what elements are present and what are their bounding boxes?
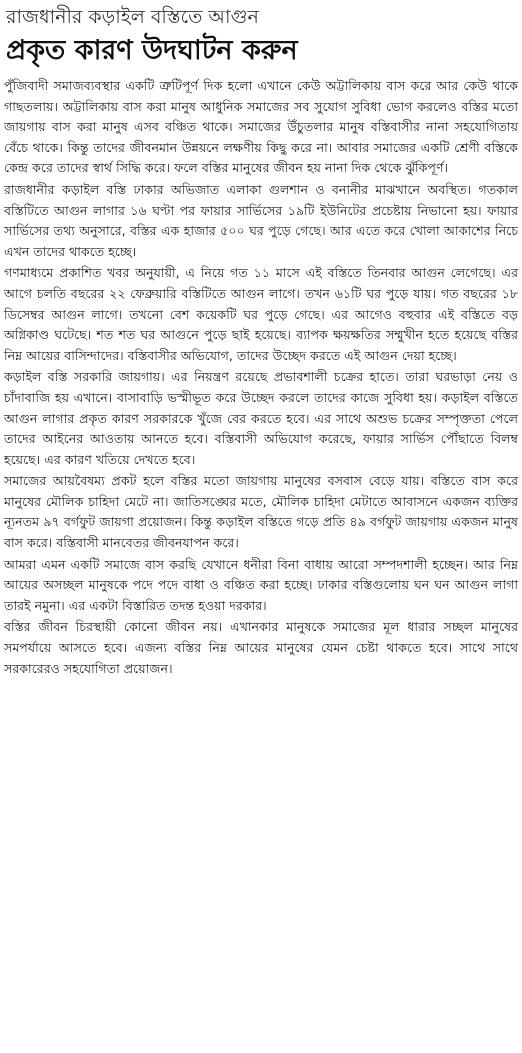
paragraph-3: গণমাধ্যমে প্রকাশিত খবর অনুযায়ী, এ নিয়ে গত ১১ মাসে এই বস্তিতে তিনবার আগুন লেগেছে। এর আগে চলতি বছরের ২২ ফেব্রুয়ারি বস্তিটিতে আগুন লাগে। তখন ৬১টি ঘর পুড়ে যায়। গত বছরের ১৮ ডিসেম্বর আগুন লাগে। তখনো বেশ কয়েকটি ঘর পুড়ে গেছে। এর আগেও বহুবার এই বস্তিতে বড় অগ্নিকাণ্ড ঘটেছে। শত শত ঘর আগুনে পুড়ে ছাই হয়েছে। ব্যাপক ক্ষয়ক্ষতির সম্মুখীন হতে হয়েছে বস্তির নিম্ন আয়ের বাসিন্দাদের। বস্তিবাসীর অভিযোগ, তাদের উচ্ছেদ করতে এই আগুন দেয়া হচ্ছে। bbox=[4, 265, 518, 363]
paragraph-7: বস্তির জীবন চিরস্থায়ী কোনো জীবন নয়। এখানকার মানুষকে সমাজের মূল ধারার সচ্ছল মানুষের সমপর্যায়ে আসতে হবে। এজন্য বস্তির নিম্ন আয়ের মানুষের যেমন চেষ্টা থাকতে হবে। সাথে সাথে সরকারেরও সহযোগিতা প্রয়োজন। bbox=[4, 619, 518, 676]
paragraph-4: কড়াইল বস্তি সরকারি জায়গায়। এর নিয়ন্ত্রণ রয়েছে প্রভাবশালী চক্রের হাতে। তারা ঘরভাড়া নেয় ও চাঁদাবাজি হয় এখানে। বাসাবাড়ি ভস্মীভূত করে উচ্ছেদ করলে তাদের কাজে সুবিধা হয়। কড়াইল বস্তিতে আগুন লাগার প্রকৃত কারণ সরকারকে খুঁজে বের করতে হবে। এর সাথে অশুভ চক্রের সম্পৃক্ততা পেলে তাদের আইনের আওতায় আনতে হবে। বস্তিবাসী অভিযোগ করেছে, ফায়ার সার্ভিস পৌঁছাতে বিলম্ব হয়েছে। এর কারণ খতিয়ে দেখতে হবে। bbox=[4, 369, 518, 467]
article bbox=[4, 4, 518, 680]
article-headline: প্রকৃত কারণ উদঘাটন করুন bbox=[6, 35, 298, 66]
paragraph-2: রাজধানীর কড়াইল বস্তি ঢাকার অভিজাত এলাকা গুলশান ও বনানীর মাঝখানে অবস্থিত। গতকাল বস্তিটিতে আগুন লাগার ১৬ ঘণ্টা পর ফায়ার সার্ভিসের ১৯টি ইউনিটের প্রচেষ্টায় নিভানো হয়। ফায়ার সার্ভিসের তথ্য অনুসারে, বস্তির এক হাজার ৫০০ ঘর পুড়ে গেছে। আর এতে করে খোলা আকাশের নিচে এখন তাদের থাকতে হচ্ছে। bbox=[4, 181, 518, 259]
paragraph-5: সমাজের আয়বৈষম্য প্রকট হলে বস্তির মতো জায়গায় মানুষের বসবাস বেড়ে যায়। বস্তিতে বাস করে মানুষের মৌলিক চাহিদা মেটে না। জাতিসঙ্ঘের মতে, মৌলিক চাহিদা মেটাতে আবাসনে একজন ব্যক্তির ন্যূনতম ৯৭ বর্গফুট জায়গা প্রয়োজন। কিন্তু কড়াইল বস্তিতে গড়ে প্রতি ৪৯ বর্গফুট জায়গায় একজন মানুষ বাস করে। বস্তিবাসী মানবেতর জীবনযাপন করে। bbox=[4, 473, 518, 551]
paragraph-6: আমরা এমন একটি সমাজে বাস করছি যেখানে ধনীরা বিনা বাধায় আরো সম্পদশালী হচ্ছেন। আর নিম্ন আয়ের অসচ্ছল মানুষকে পদে পদে বাধা ও বঞ্চিত করা হচ্ছে। ঢাকার বস্তিগুলোয় ঘন ঘন আগুন লাগা তারই নমুনা। এর একটা বিস্তারিত তদন্ত হওয়া দরকার। bbox=[4, 556, 518, 613]
article-kicker: রাজধানীর কড়াইল বস্তিতে আগুন bbox=[6, 6, 259, 28]
paragraph-1: পুঁজিবাদী সমাজব্যবস্থার একটি ত্রুটিপূর্ণ দিক হলো এখানে কেউ অট্টালিকায় বাস করে আর কেউ থাকে গাছতলায়। অট্টালিকায় বাস করা মানুষ আধুনিক সমাজের সব সুযোগ সুবিধা ভোগ করলেও বস্তির মতো জায়গায় বাস করা মানুষ এসব বঞ্চিত থাকে। সমাজের উঁচুতলার মানুষ বস্তিবাসীর নানা সহযোগিতায় বেঁচে থাকে। কিন্তু তাদের জীবনমান উন্নয়নে লক্ষণীয় কিছু করে না। আবার সমাজের একটি শ্রেণী বস্তিকে কেন্দ্র করে তাদের স্বার্থ সিদ্ধি করে। ফলে বস্তির মানুষের জীবন হয় নানা দিক থেকে ঝুঁকিপূর্ণ। bbox=[4, 78, 518, 176]
article-body bbox=[4, 76, 518, 679]
